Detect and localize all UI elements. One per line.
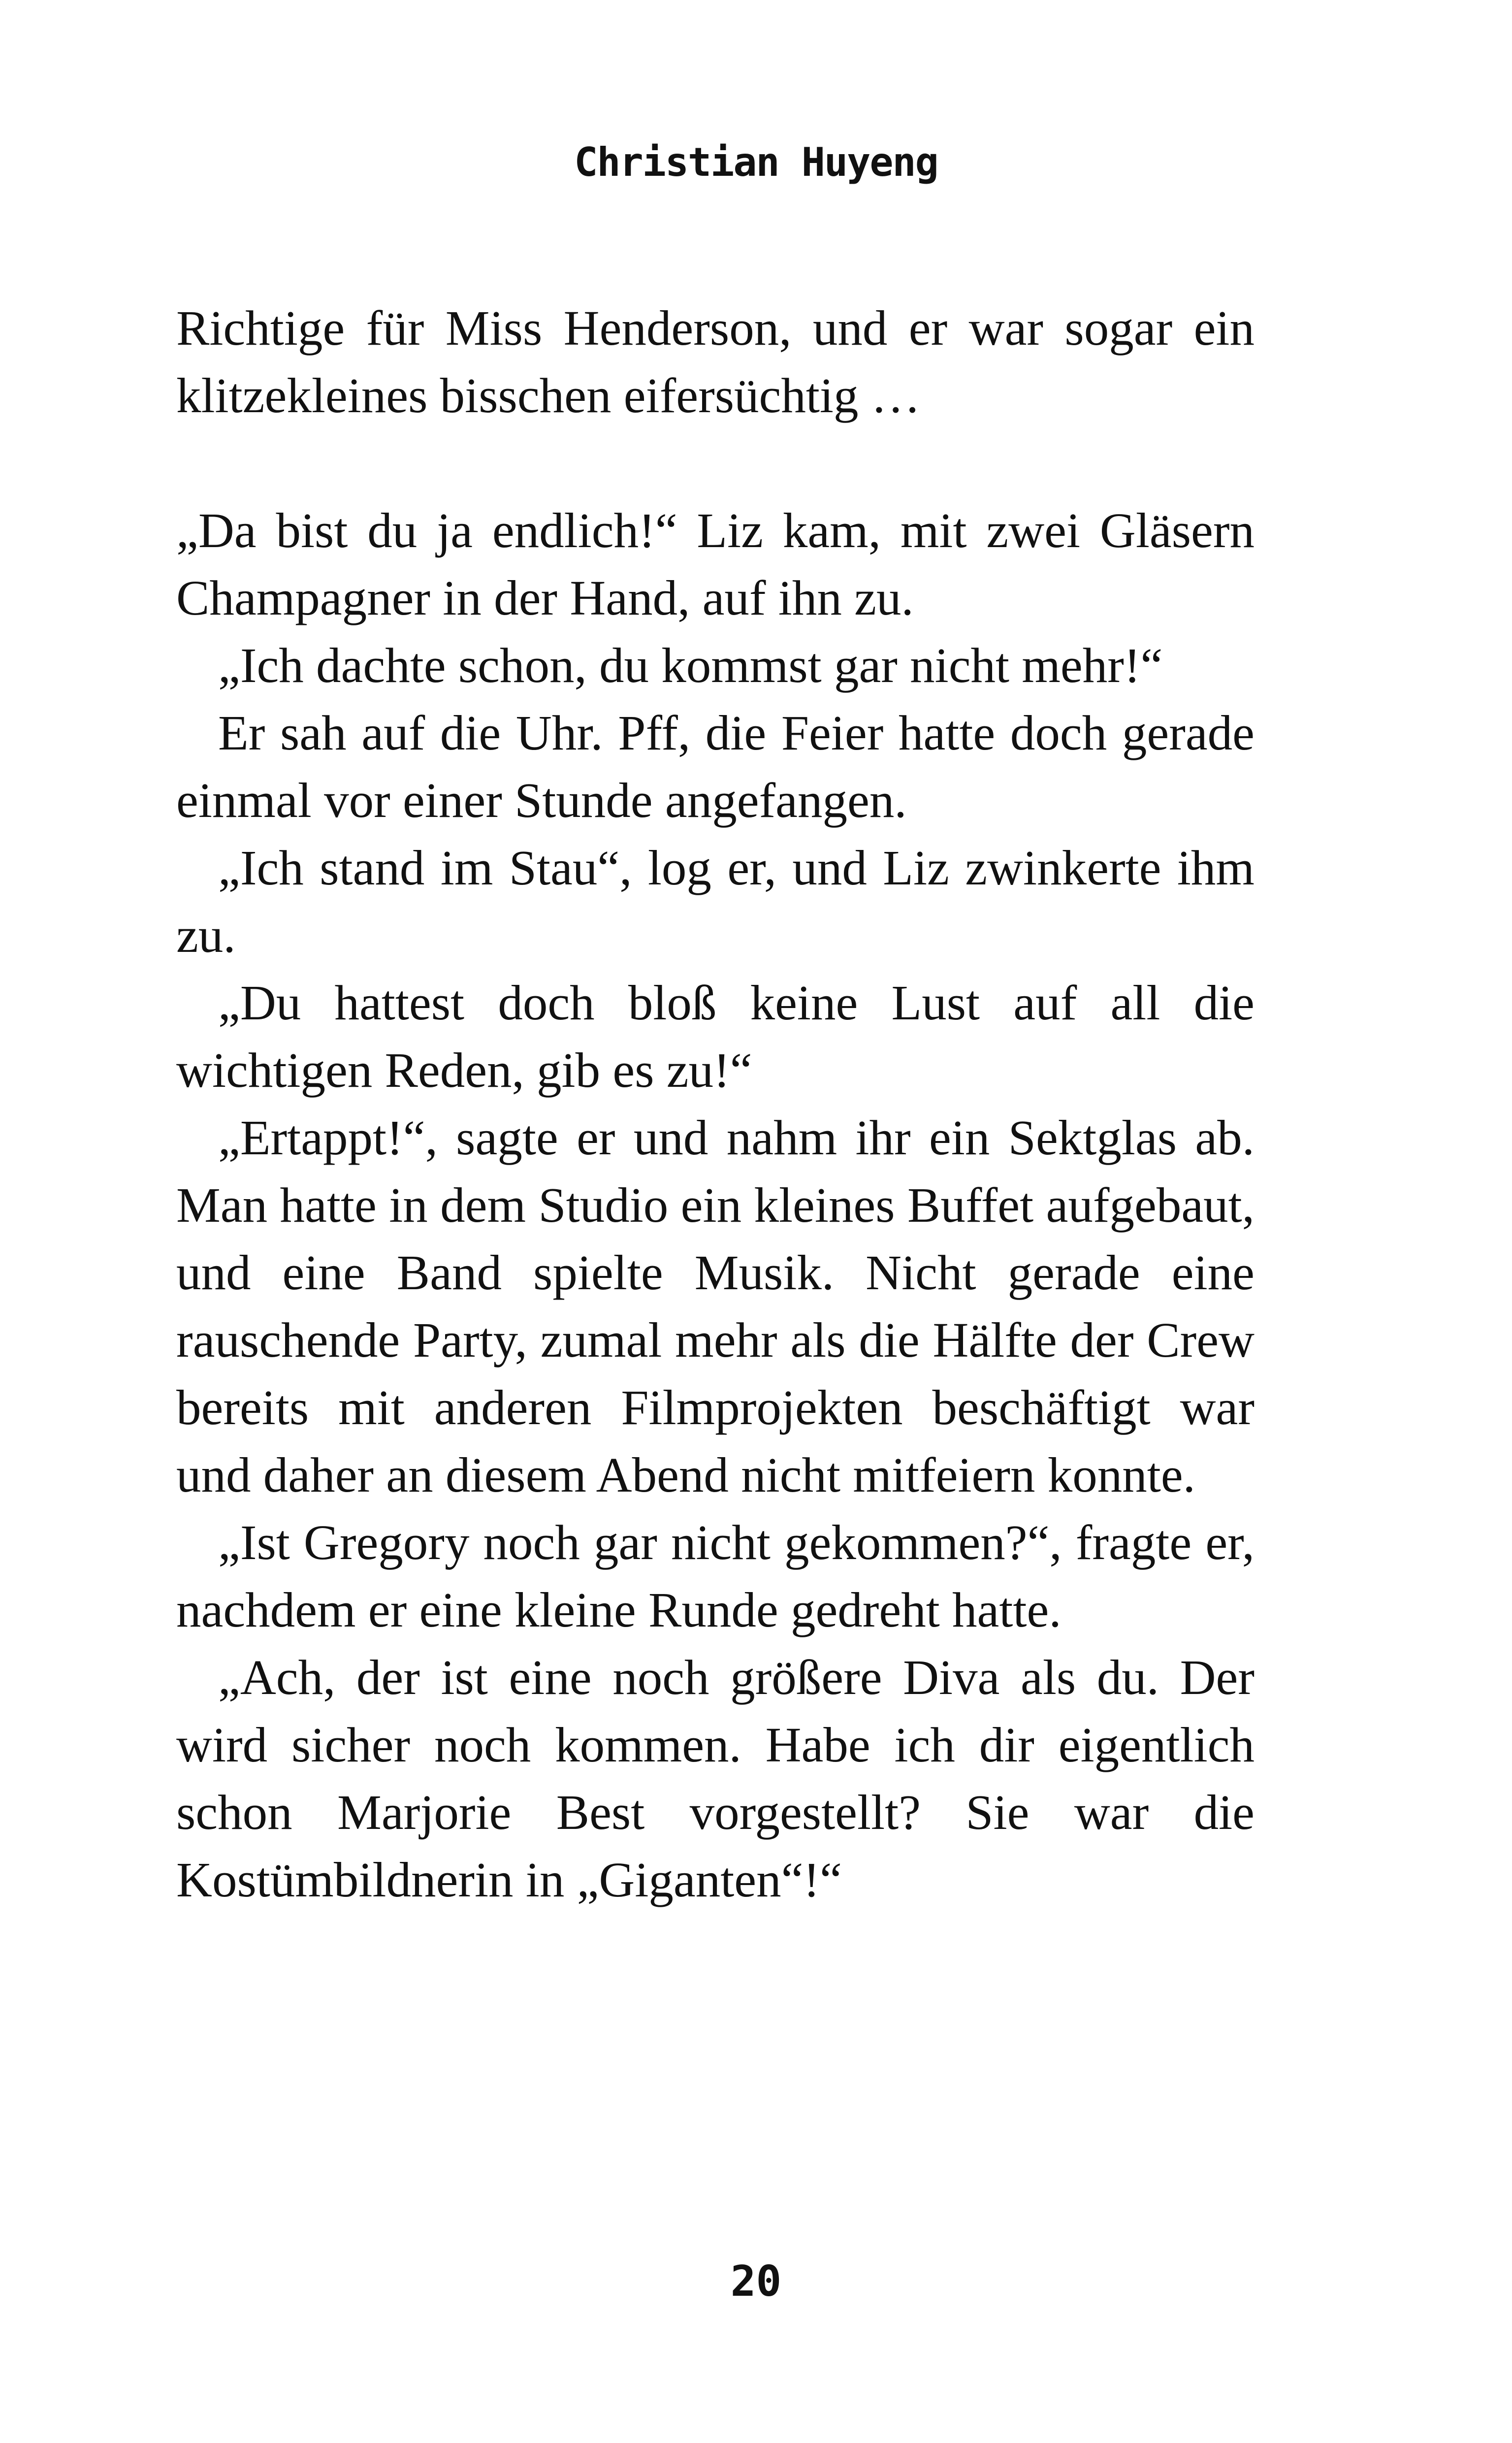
- paragraph: Er sah auf die Uhr. Pff, die Feier hatte doch gerade einmal vor einer Stunde angefangen.: [176, 705, 1255, 828]
- running-header-author: Christian Huyeng: [574, 139, 938, 185]
- paragraph: „Ich stand im Stau“, log er, und Liz zwinkerte ihm zu.: [176, 840, 1255, 963]
- paragraph: „Du hattest doch bloß keine Lust auf all die wichtigen Reden, gib es zu!“: [176, 975, 1255, 1098]
- page-number: 20: [730, 2257, 782, 2306]
- paragraph: „Ertappt!“, sagte er und nahm ihr ein Sektglas ab. Man hatte in dem Studio ein kleines Buffet aufgebaut, und eine Band spielte Musik. Nicht gerade eine rauschende Party, zumal mehr als die Hälfte der Crew bereits mit anderen Filmprojekten beschäftigt war und daher an diesem Abend nicht mitfeiern konnte.: [176, 1110, 1255, 1502]
- paragraph: Richtige für Miss Henderson, und er war sogar ein klitzekleines bisschen eifersüchtig …: [176, 300, 1255, 423]
- paragraph: „Ich dachte schon, du kommst gar nicht mehr!“: [218, 638, 1163, 693]
- paragraph: „Da bist du ja endlich!“ Liz kam, mit zwei Gläsern Champagner in der Hand, auf ihn zu.: [176, 503, 1255, 625]
- paragraph: „Ist Gregory noch gar nicht gekommen?“, fragte er, nachdem er eine kleine Runde gedreht hatte.: [176, 1515, 1255, 1637]
- body-text: [176, 294, 1255, 1914]
- section-break: [176, 429, 1255, 497]
- paragraph: „Ach, der ist eine noch größere Diva als du. Der wird sicher noch kommen. Habe ich dir eigentlich schon Marjorie Best vorgestellt? Sie war die Kostümbildnerin in „Giganten“!“: [176, 1650, 1255, 1907]
